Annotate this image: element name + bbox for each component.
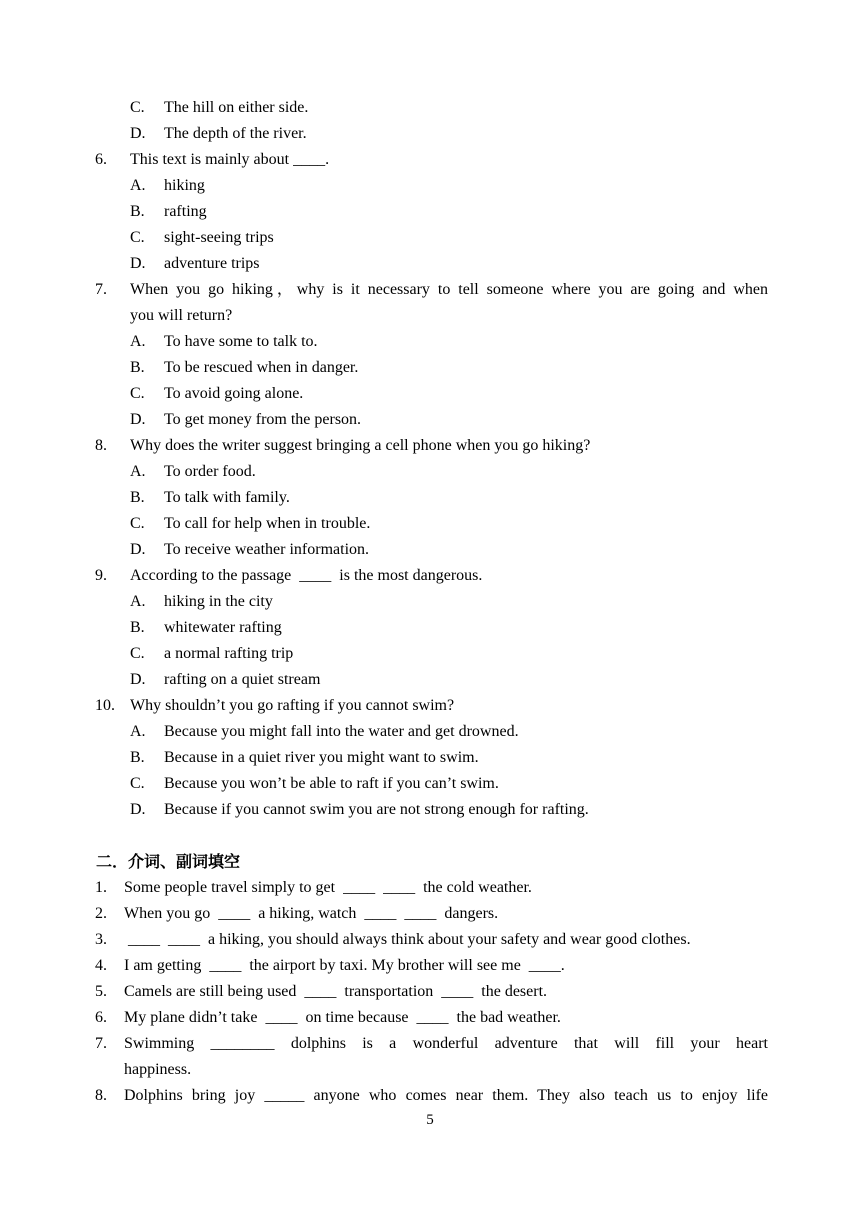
option-letter: A. [130,593,146,610]
option-text: Because if you cannot swim you are not strong enough for rafting. [164,801,589,818]
question-number: 8. [95,437,107,454]
option-text: The hill on either side. [164,99,309,116]
question-text: According to the passage ____ is the most dangerous. [130,567,483,584]
question-number: 9. [95,567,107,584]
option-letter: B. [130,489,145,506]
item-text: ____ ____ a hiking, you should always think about your safety and wear good clothes. [124,931,691,948]
option-letter: A. [130,463,146,480]
option-text: To avoid going alone. [164,385,304,402]
option-text: Because you might fall into the water and get drowned. [164,723,519,740]
item-text: happiness. [124,1061,192,1078]
option-text: To call for help when in trouble. [164,515,371,532]
item-number: 1. [95,879,107,896]
item-text: Dolphins bring joy _____ anyone who comes near them. They also teach us to enjoy life [124,1087,768,1104]
item-text: Swimming ________ dolphins is a wonderful adventure that will fill your heart [124,1035,768,1052]
option-letter: D. [130,671,146,688]
page-number: 5 [426,1112,434,1128]
option-text: hiking in the city [164,593,273,610]
option-text: rafting on a quiet stream [164,671,321,688]
option-text: To be rescued when in danger. [164,359,359,376]
option-text: a normal rafting trip [164,645,294,662]
option-letter: B. [130,619,145,636]
item-number: 8. [95,1087,107,1104]
question-text: When you go hiking，why is it necessary to tell someone where you are going and when [130,281,768,298]
option-text: Because you won’t be able to raft if you can’t swim. [164,775,499,792]
question-text: you will return? [130,307,233,324]
option-text: hiking [164,177,205,194]
option-text: To get money from the person. [164,411,362,428]
option-text: To order food. [164,463,256,480]
question-number: 10. [95,697,115,714]
question-number: 7. [95,281,107,298]
option-letter: C. [130,645,145,662]
section-title: 二．介词、副词填空 [96,852,241,871]
option-letter: D. [130,411,146,428]
option-letter: A. [130,333,146,350]
option-letter: B. [130,359,145,376]
item-text: Some people travel simply to get ____ ____ the cold weather. [124,879,532,896]
item-number: 6. [95,1009,107,1026]
option-text: whitewater rafting [164,619,282,636]
option-text: To have some to talk to. [164,333,318,350]
option-letter: D. [130,125,146,142]
item-number: 2. [95,905,107,922]
item-number: 5. [95,983,107,1000]
option-letter: C. [130,99,145,116]
item-text: Camels are still being used ____ transportation ____ the desert. [124,983,548,1000]
question-text: This text is mainly about ____. [130,151,330,168]
option-text: sight-seeing trips [164,229,274,246]
option-letter: C. [130,515,145,532]
option-text: To receive weather information. [164,541,370,558]
item-number: 7. [95,1035,107,1052]
question-text: Why shouldn’t you go rafting if you cannot swim? [130,697,455,714]
item-text: My plane didn’t take ____ on time because ____ the bad weather. [124,1009,561,1026]
item-text: When you go ____ a hiking, watch ____ ____ dangers. [124,905,499,922]
question-number: 6. [95,151,107,168]
question-text: Why does the writer suggest bringing a cell phone when you go hiking? [130,437,591,454]
option-letter: C. [130,229,145,246]
option-letter: D. [130,541,146,558]
option-text: adventure trips [164,255,260,272]
option-letter: D. [130,801,146,818]
item-number: 4. [95,957,107,974]
option-letter: C. [130,385,145,402]
option-letter: A. [130,177,146,194]
option-text: The depth of the river. [164,125,307,142]
option-letter: B. [130,203,145,220]
option-letter: D. [130,255,146,272]
option-letter: B. [130,749,145,766]
item-text: I am getting ____ the airport by taxi. My brother will see me ____. [124,957,565,974]
option-text: To talk with family. [164,489,290,506]
option-letter: A. [130,723,146,740]
option-text: Because in a quiet river you might want to swim. [164,749,479,766]
option-letter: C. [130,775,145,792]
item-number: 3. [95,931,107,948]
option-text: rafting [164,203,207,220]
